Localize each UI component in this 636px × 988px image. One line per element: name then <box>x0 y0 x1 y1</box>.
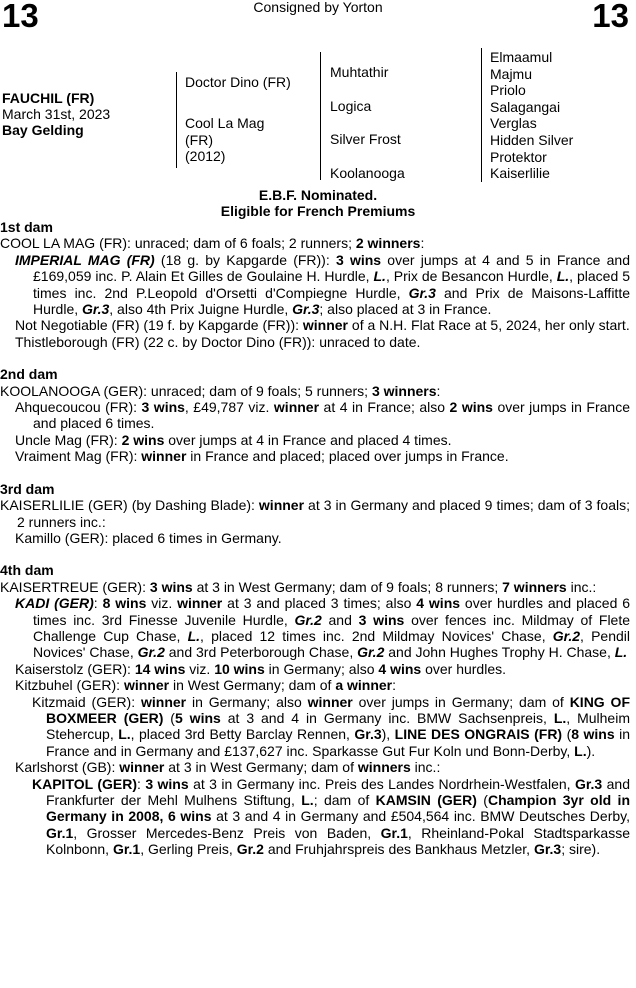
horse-name: FAUCHIL (FR) <box>2 90 95 106</box>
premiums-note: Eligible for French Premiums <box>220 203 416 219</box>
pedigree-gen4-item: Priolo <box>490 82 526 99</box>
pedigree-gen4 <box>490 49 573 182</box>
pedigree-dam-line: Cool La Mag <box>185 115 265 131</box>
pedigree-gen3-item: Silver Frost <box>330 131 401 147</box>
progeny-not-negotiable: Not Negotiable (FR) (19 f. by Kapgarde (FR)): winner of a N.H. Flat Race at 5, 2024, her only start. <box>15 317 630 334</box>
progeny-vraiment-mag: Vraiment Mag (FR): winner in France and placed; placed over jumps in France. <box>15 448 509 465</box>
pedigree-dam-line: (2012) <box>185 148 226 165</box>
lot-number-left: 13 <box>2 0 39 34</box>
progeny-thistleborough: Thistleborough (FR) (22 c. by Doctor Dino (FR)): unraced to date. <box>15 333 421 350</box>
pedigree-gen3-item: Muhtathir <box>330 64 389 80</box>
consignor-line: Consigned by Yorton <box>253 0 383 15</box>
progeny-kaiserstolz: Kaiserstolz (GER): 14 wins viz. 10 wins in Germany; also 4 wins over hurdles. <box>15 660 507 677</box>
pedigree-gen4-item: Hidden Silver <box>490 131 574 148</box>
progeny-kitzmaid: Kitzmaid (GER): winner in Germany; also winner over jumps in Germany; dam of KING OF BOXMEER (GER) (5 wins at 3 and 4 in Germany inc. BMW Sachsenpreis, L., Mulheim Stehercup, L., placed 3rd Betty Barclay Rennen, Gr.3), LINE DES ONGRAIS (FR) (8 wins in France and in Germany and £137,627 inc. Sparkasse Gut Fur Koln und Bonn-Derby, L.). <box>32 693 630 759</box>
second-dam-paragraph: KOOLANOOGA (GER): unraced; dam of 9 foals; 5 runners; 3 winners: <box>0 382 441 399</box>
horse-sex: Bay Gelding <box>2 122 84 138</box>
third-dam-paragraph: KAISERLILIE (GER) (by Dashing Blade): winner at 3 in Germany and placed 9 times; dam of 3 foals; 2 runners inc.: <box>0 497 630 530</box>
horse-foaled: March 31st, 2023 <box>2 106 111 122</box>
progeny-kadi: KADI (GER): 8 wins viz. winner at 3 and placed 3 times; also 4 wins over hurdles and placed 6 times inc. 3rd Finesse Juvenile Hurdle, Gr.2 and 3 wins over fences inc. Mildmay of Flete Challenge Cup Chase, L., placed 12 times inc. 2nd Mildmay Novices' Chase, Gr.2, Pendil Novices' Chase, Gr.2 and 3rd Peterborough Chase, Gr.2 and John Hughes Trophy H. Chase, L. <box>15 595 631 661</box>
pedigree-sire: Doctor Dino (FR) <box>185 74 291 90</box>
pedigree-dam <box>185 115 264 165</box>
horse-info <box>2 90 110 138</box>
pedigree-gen4-item: Verglas <box>490 115 537 132</box>
pedigree-gen3 <box>330 56 405 190</box>
catalogue-body <box>0 219 630 858</box>
pedigree-gen4-item: Majmu <box>490 65 533 82</box>
progeny-uncle-mag: Uncle Mag (FR): 2 wins over jumps at 4 in France and placed 4 times. <box>15 431 452 448</box>
section-heading-3rd-dam: 3rd dam <box>0 480 55 497</box>
progeny-kitzbuhel: Kitzbuhel (GER): winner in West Germany; dam of a winner: <box>15 677 396 694</box>
section-heading-4th-dam: 4th dam <box>0 562 54 579</box>
pedigree-bracket-2 <box>320 52 321 180</box>
progeny-kapitol: KAPITOL (GER): 3 wins at 3 in Germany inc. Preis des Landes Nordrhein-Westfalen, Gr.3 and Frankfurter der Mehl Mulhens Stiftung, L.; dam of KAMSIN (GER) (Champion 3yr old in Germany in 2008, 6 wins at 3 and 4 in Germany and £504,564 inc. BMW Deutsches Derby, Gr.1, Grosser Mercedes-Benz Preis von Baden, Gr.1, Rheinland-Pokal Stadtsparkasse Kolnbonn, Gr.1, Gerling Preis, Gr.2 and Fruhjahrspreis des Bankhaus Metzler, Gr.3; sire). <box>32 775 630 858</box>
first-dam-paragraph: COOL LA MAG (FR): unraced; dam of 6 foals; 2 runners; 2 winners: <box>0 235 425 252</box>
section-heading-1st-dam: 1st dam <box>0 219 53 235</box>
pedigree-gen4-item: Salagangai <box>490 98 561 115</box>
pedigree-gen3-item: Logica <box>330 97 372 114</box>
pedigree-gen3-item: Koolanooga <box>330 164 405 181</box>
lot-number-right: 13 <box>592 0 629 34</box>
pedigree-gen4-item: Protektor <box>490 148 547 165</box>
pedigree-bracket-1 <box>176 72 177 168</box>
section-heading-2nd-dam: 2nd dam <box>0 366 58 383</box>
pedigree-bracket-3 <box>481 48 482 182</box>
progeny-karlshorst: Karlshorst (GB): winner at 3 in West Germany; dam of winners inc.: <box>15 759 441 776</box>
pedigree-gen4-item: Elmaamul <box>490 49 553 65</box>
progeny-ahquecoucou: Ahquecoucou (FR): 3 wins, £49,787 viz. winner at 4 in France; also 2 wins over jumps in France and placed 6 times. <box>15 399 630 432</box>
ebf-note: E.B.F. Nominated. <box>258 187 378 203</box>
pedigree-dam-line: (FR) <box>185 131 213 148</box>
fourth-dam-paragraph: KAISERTREUE (GER): 3 wins at 3 in West Germany; dam of 9 foals; 8 runners; 7 winners inc.: <box>0 578 597 595</box>
progeny-imperial-mag: IMPERIAL MAG (FR) (18 g. by Kapgarde (FR)): 3 wins over jumps at 4 and 5 in France and £169,059 inc. P. Alain Et Gilles de Goulaine H. Hurdle, L., Prix de Besancon Hurdle, L., placed 5 times inc. 2nd P.Leopold d'Orsetti d'Compiegne Hurdle, Gr.3 and Prix de Maisons-Laffitte Hurdle, Gr.3, also 4th Prix Juigne Hurdle, Gr.3; also placed at 3 in France. <box>15 251 630 318</box>
pedigree-gen4-item: Kaiserlilie <box>490 165 550 182</box>
progeny-kamillo: Kamillo (GER): placed 6 times in Germany. <box>15 529 282 546</box>
